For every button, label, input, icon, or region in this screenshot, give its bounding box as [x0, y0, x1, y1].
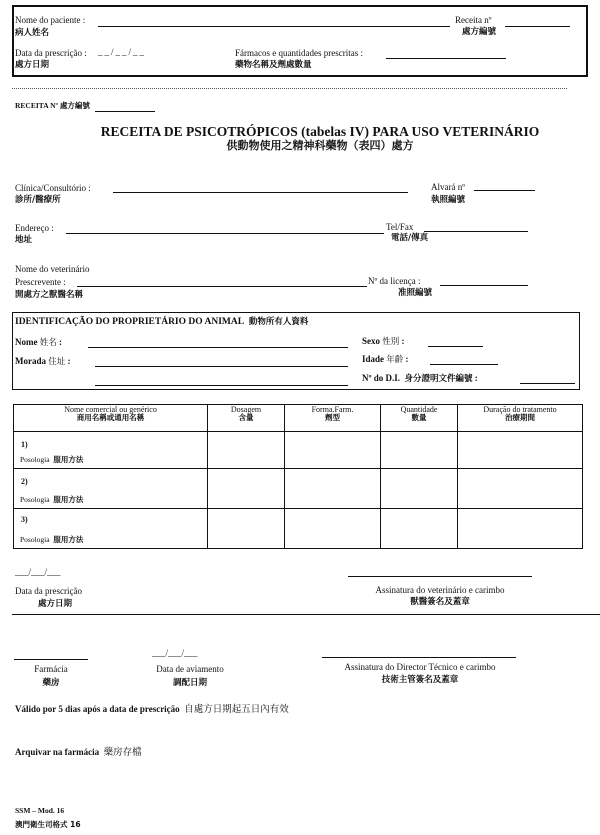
validity-note	[15, 704, 289, 716]
owner-age-text: Idade	[362, 354, 385, 364]
alvara-label-zh: 執照編號	[431, 195, 466, 205]
owner-name-field[interactable]	[88, 347, 348, 348]
stub-drugs-label: Fármacos e quantidades prescritas :	[235, 48, 363, 58]
form-cell[interactable]	[285, 469, 381, 509]
vet-name-label: Nome do veterinário	[15, 264, 90, 274]
director-signature-label-zh: 技術主管簽名及蓋章	[381, 675, 459, 685]
owner-address-field[interactable]	[95, 366, 348, 367]
owner-name-colon: :	[59, 337, 63, 347]
owner-address-label	[15, 356, 71, 368]
posology-text: Posologia	[20, 455, 50, 465]
header-duration-zh: 治療期間	[505, 413, 535, 423]
receita-no-text-zh: 處方編號	[59, 101, 90, 110]
duration-cell[interactable]	[458, 469, 583, 509]
duration-cell[interactable]	[458, 432, 583, 469]
dispense-date-field[interactable]: ___/___/___	[152, 648, 198, 658]
header-quantity	[381, 405, 458, 432]
header-quantity-pt: Quantidade	[400, 405, 438, 414]
owner-heading-text: IDENTIFICAÇÃO DO PROPRIETÁRIO DO ANIMAL	[15, 317, 245, 327]
drug-name-cell[interactable]	[14, 509, 208, 549]
clinic-label: Clínica/Consultório :	[15, 183, 91, 193]
row-number: 1)	[21, 440, 28, 449]
owner-id-zh: 身分證明文件編號	[404, 374, 473, 384]
posology-text-zh: 服用方法	[53, 535, 84, 545]
alvara-label: Alvará nº	[431, 182, 466, 192]
header-dosage-zh: 含量	[238, 413, 254, 423]
posology-label	[20, 456, 83, 465]
validity-text: Válido por 5 dias após a data de prescrição	[15, 704, 180, 714]
stub-prescription-date-field[interactable]: __/__/__	[98, 47, 147, 57]
table-header-row	[14, 405, 583, 432]
patient-name-label: Nome do paciente :	[15, 15, 86, 25]
owner-address-field-2[interactable]	[95, 385, 348, 386]
owner-sex-zh: 性別	[382, 337, 400, 347]
pharmacy-label-zh: 藥房	[42, 678, 60, 688]
quantity-cell[interactable]	[381, 432, 458, 469]
receita-no-text: RECEITA Nº	[15, 101, 58, 110]
posology-text: Posologia	[20, 535, 50, 545]
section-divider	[12, 614, 600, 615]
owner-age-colon: :	[405, 354, 409, 364]
license-label: Nº da licença :	[368, 276, 421, 286]
stub-receita-no-field[interactable]	[505, 26, 570, 27]
owner-sex-text: Sexo	[362, 336, 380, 346]
posology-text-zh: 服用方法	[53, 455, 84, 465]
prescription-table	[13, 404, 583, 549]
owner-address-text: Morada	[15, 356, 46, 366]
dispense-date-label-zh: 調配日期	[172, 678, 207, 688]
owner-address-colon: :	[67, 356, 71, 366]
owner-age-label	[362, 354, 409, 366]
archive-text-zh: 藥房存檔	[103, 747, 142, 758]
owner-name-zh: 姓名	[39, 338, 57, 348]
archive-note	[15, 747, 142, 759]
signature-prescription-date-label: Data da prescrição	[15, 586, 82, 596]
vet-signature-label: Assinatura do veterinário e carimbo	[375, 585, 505, 595]
header-form-zh: 劑型	[325, 413, 340, 423]
validity-text-zh: 自處方日期起五日內有效	[184, 704, 289, 715]
vet-signature-label-zh: 獸醫簽名及蓋章	[410, 597, 470, 607]
address-label-zh: 地址	[15, 235, 33, 245]
vet-signature-field[interactable]	[348, 576, 532, 577]
row-number: 2)	[21, 477, 28, 486]
license-field[interactable]	[440, 285, 528, 286]
telfax-label-zh: 電話/傳真	[391, 233, 429, 243]
alvara-field[interactable]	[474, 190, 535, 191]
clinic-label-zh: 診所/醫療所	[15, 195, 61, 205]
form-cell[interactable]	[285, 432, 381, 469]
stub-receita-no-label: Receita nº	[455, 15, 492, 25]
owner-id-colon: :	[474, 373, 478, 383]
table-row	[14, 432, 583, 469]
telfax-field[interactable]	[424, 231, 528, 232]
pharmacy-label: Farmácia	[34, 664, 68, 674]
owner-id-text: Nº do D.I.	[362, 373, 400, 383]
license-label-zh: 准照編號	[398, 288, 433, 298]
director-signature-label: Assinatura do Director Técnico e carimbo	[344, 662, 496, 672]
header-drug-name-pt: Nome comercial ou genérico	[64, 405, 157, 414]
posology-label	[20, 496, 83, 505]
owner-sex-field[interactable]	[428, 346, 483, 347]
director-signature-field[interactable]	[322, 657, 516, 658]
table-row	[14, 469, 583, 509]
owner-age-zh: 年齡	[386, 355, 404, 365]
posology-text: Posologia	[20, 495, 50, 505]
owner-name-text: Nome	[15, 337, 38, 347]
owner-age-field[interactable]	[430, 364, 498, 365]
header-drug-name-zh: 商用名稱或通用名稱	[76, 413, 145, 423]
dosage-cell[interactable]	[208, 469, 285, 509]
stub-receita-no-label-zh: 處方編號	[462, 27, 497, 37]
dispense-date-label: Data de aviamento	[156, 664, 224, 674]
prescriber-label-zh: 開處方之獸醫名稱	[15, 290, 84, 300]
posology-text-zh: 服用方法	[53, 495, 84, 505]
telfax-label: Tel/Fax	[386, 222, 414, 232]
stub-drugs-label-zh: 藥物名稱及劑處數量	[235, 60, 312, 70]
header-drug-name	[14, 405, 208, 432]
archive-text: Arquivar na farmácia	[15, 747, 100, 757]
clinic-field[interactable]	[113, 192, 408, 193]
header-dosage	[208, 405, 285, 432]
stub-prescription-date-label: Data da prescrição :	[15, 48, 87, 58]
row-number: 3)	[21, 515, 28, 524]
header-duration-pt: Duração do tratamento	[483, 405, 557, 414]
owner-sex-colon: :	[401, 336, 405, 346]
drug-name-cell[interactable]	[14, 469, 208, 509]
header-form-pt: Forma.Farm.	[311, 405, 354, 414]
header-quantity-zh: 數量	[411, 413, 427, 423]
owner-address-zh: 住址	[48, 357, 66, 367]
header-form	[285, 405, 381, 432]
header-duration	[458, 405, 583, 432]
header-dosage-pt: Dosagem	[230, 405, 262, 414]
dosage-cell[interactable]	[208, 432, 285, 469]
form-cell[interactable]	[285, 509, 381, 549]
form-code: SSM – Mod. 16	[15, 806, 65, 815]
patient-name-field[interactable]	[98, 26, 450, 27]
form-code-zh: 澳門衛生司格式 16	[15, 820, 81, 829]
prescriber-field[interactable]	[77, 286, 367, 287]
form-title-zh: 供動物使用之精神科藥物（表四）處方	[226, 139, 414, 152]
duration-cell[interactable]	[458, 509, 583, 549]
patient-name-label-zh: 病人姓名	[15, 28, 50, 38]
pharmacy-field[interactable]	[14, 659, 88, 660]
address-label: Endereço :	[15, 223, 54, 233]
drug-name-cell[interactable]	[14, 432, 208, 469]
prescriber-label: Prescrevente :	[15, 277, 66, 287]
tear-off-line	[12, 88, 567, 89]
receita-no-label	[15, 102, 90, 111]
receita-no-field[interactable]	[95, 111, 155, 112]
owner-name-label	[15, 337, 62, 349]
owner-sex-label	[362, 336, 405, 348]
stub-prescription-date-label-zh: 處方日期	[15, 60, 50, 70]
address-field[interactable]	[66, 233, 384, 234]
owner-id-field[interactable]	[520, 383, 575, 384]
quantity-cell[interactable]	[381, 509, 458, 549]
owner-heading-zh: 動物所有人資料	[248, 317, 309, 327]
stub-drugs-field[interactable]	[386, 58, 506, 59]
owner-id-label	[362, 373, 478, 385]
form-title: RECEITA DE PSICOTRÓPICOS (tabelas IV) PARA USO VETERINÁRIO	[100, 124, 540, 139]
dosage-cell[interactable]	[208, 509, 285, 549]
signature-prescription-date-field[interactable]: ___/___/___	[15, 567, 61, 577]
table-row	[14, 509, 583, 549]
signature-prescription-date-label-zh: 處方日期	[38, 599, 73, 609]
owner-heading	[15, 317, 308, 328]
posology-label	[20, 536, 83, 545]
quantity-cell[interactable]	[381, 469, 458, 509]
